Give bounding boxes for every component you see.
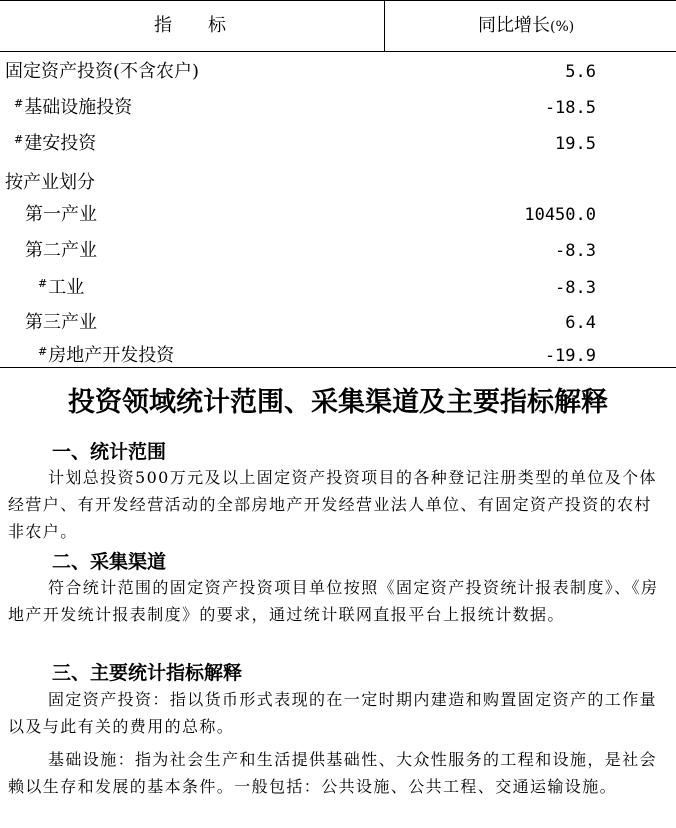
section-heading-channel: 二、采集渠道: [52, 551, 167, 573]
row-label: [24, 311, 97, 335]
row-value: -8.3: [555, 278, 596, 298]
row-value: 6.4: [565, 313, 596, 333]
row-label: [38, 276, 84, 300]
row-mark: #: [14, 97, 24, 110]
table-row: [0, 203, 676, 239]
row-mark: #: [38, 345, 48, 358]
header-indicator: 指标: [154, 15, 262, 36]
row-label-text: 第三产业: [25, 312, 97, 333]
row-label: [4, 60, 199, 84]
header-growth-label: 同比增长: [478, 15, 550, 36]
row-value: -8.3: [555, 241, 596, 261]
table-row: [0, 344, 676, 380]
row-value: 5.6: [565, 62, 596, 82]
row-value: -18.5: [544, 98, 596, 118]
section-paragraph: 固定资产投资：指以货币形式表现的在一定时期内建造和购置固定资产的工作量以及与此有关的费用的总称。: [8, 690, 658, 736]
section-paragraph: 符合统计范围的固定资产投资项目单位按照《固定资产投资统计报表制度》、《房地产开发统计报表制度》的要求，通过统计联网直报平台上报统计数据。: [8, 578, 659, 624]
table-row: [0, 60, 676, 96]
row-mark: #: [38, 277, 48, 290]
row-label-text: 第二产业: [25, 240, 97, 261]
table-header-border: [0, 51, 676, 52]
row-label-text: 第一产业: [25, 204, 97, 225]
row-mark: #: [14, 133, 24, 146]
table-bottom-border: [0, 367, 676, 368]
row-label-text: 房地产开发投资: [48, 345, 175, 366]
document-title: 投资领域统计范围、采集渠道及主要指标解释: [68, 387, 608, 418]
table-row: [0, 132, 676, 168]
row-label: [24, 239, 97, 263]
indicator-table: [0, 0, 676, 368]
row-label: [24, 203, 97, 227]
table-top-border: [0, 0, 676, 1]
table-row: [0, 171, 676, 207]
table-column-divider: [384, 0, 385, 52]
row-label-text: 建安投资: [24, 133, 97, 154]
section-heading-definitions: 三、主要统计指标解释: [52, 662, 243, 684]
row-label-text: 基础设施投资: [24, 97, 133, 118]
row-label: [14, 132, 96, 156]
row-value: 19.5: [555, 134, 596, 154]
section-paragraph: 基础设施：指为社会生产和生活提供基础性、大众性服务的工程和设施，是社会赖以生存和发展的基本条件。一般包括：公共设施、公共工程、交通运输设施。: [8, 750, 658, 796]
table-row: [0, 96, 676, 132]
row-value: -19.9: [544, 346, 596, 366]
row-label: [14, 96, 132, 120]
table-row: [0, 276, 676, 312]
row-label-text: 按产业划分: [5, 172, 95, 193]
row-label: [38, 344, 174, 368]
section-heading-scope: 一、统计范围: [52, 441, 167, 463]
table-row: [0, 311, 676, 347]
table-row: [0, 239, 676, 275]
row-label-text: 工业: [48, 277, 85, 298]
row-label: [4, 171, 95, 195]
section-paragraph: 计划总投资500万元及以上固定资产投资项目的各种登记注册类型的单位及个体经营户、有开发经营活动的全部房地产开发经营业法人单位、有固定资产投资的农村非农户。: [8, 468, 657, 541]
header-growth: [478, 14, 574, 39]
row-label-text: 固定资产投资(不含农户): [5, 61, 200, 82]
row-value: 10450.0: [524, 205, 596, 225]
header-unit: (%): [550, 19, 575, 35]
